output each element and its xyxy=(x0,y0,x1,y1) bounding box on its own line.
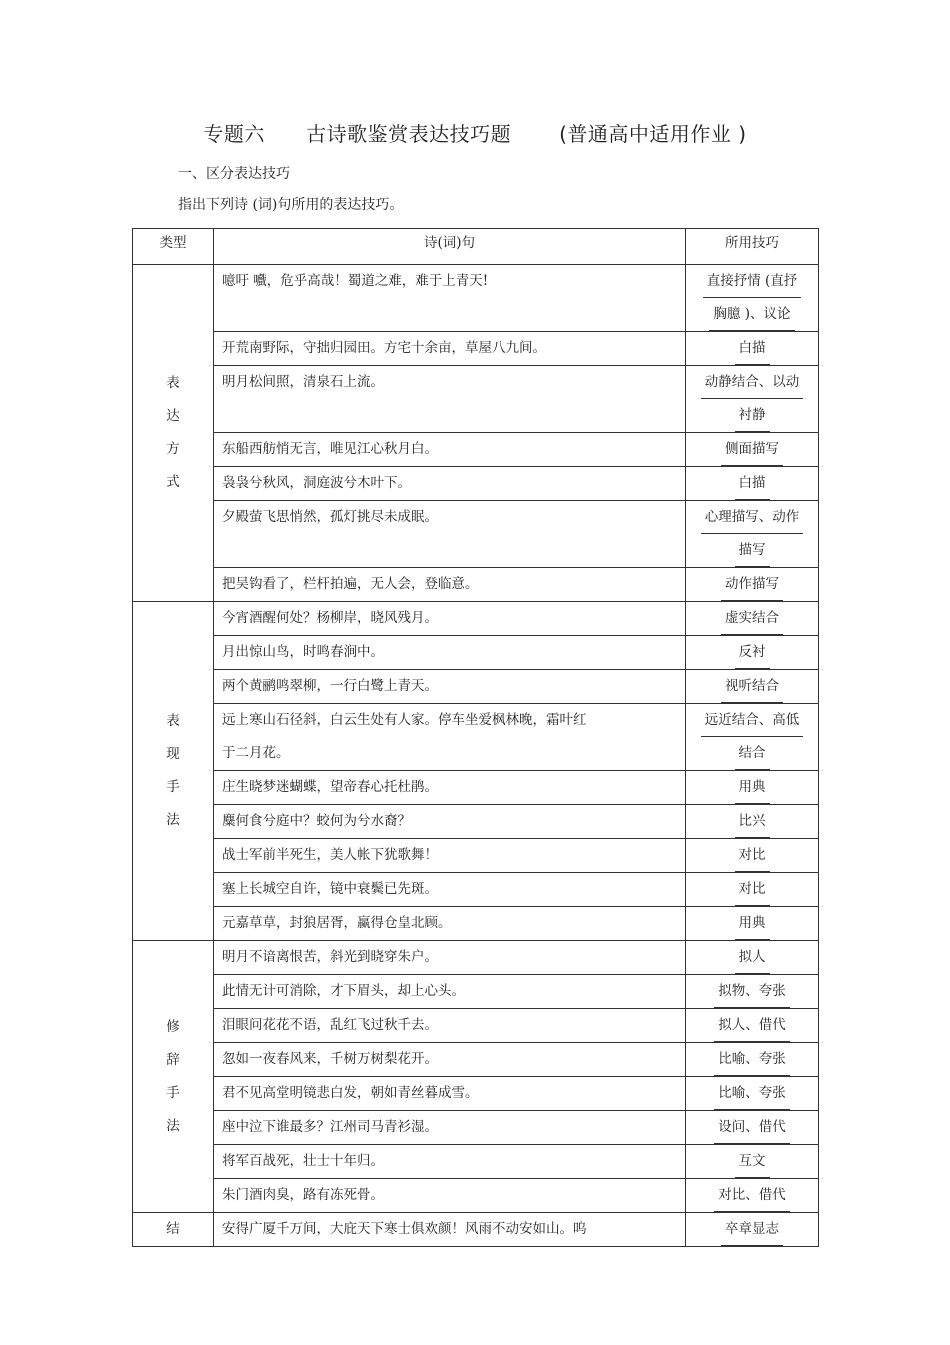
technique-answer: 比喻、夸张 xyxy=(714,1077,790,1110)
technique-cell xyxy=(686,1213,819,1247)
poem-cell xyxy=(214,839,686,873)
technique-answer: 反衬 xyxy=(735,636,770,669)
technique-cell xyxy=(686,839,819,873)
techniques-table xyxy=(132,228,819,1247)
poem-line: 庄生晓梦迷蝴蝶，望帝春心托杜鹃。 xyxy=(222,779,438,795)
technique-cell xyxy=(686,704,819,771)
technique-answer: 用典 xyxy=(735,771,770,804)
table-row xyxy=(133,332,819,366)
category-char: 法 xyxy=(166,812,180,828)
header-type: 类型 xyxy=(133,229,214,265)
technique-answer: 对比 xyxy=(735,839,770,872)
poem-cell xyxy=(214,1179,686,1213)
section-heading: 一、区分表达技巧 xyxy=(178,166,290,182)
technique-answer: 对比、借代 xyxy=(714,1179,790,1212)
category-char: 方 xyxy=(166,441,180,457)
table-row xyxy=(133,1111,819,1145)
instruction-text: 指出下列诗 (词)句所用的表达技巧。 xyxy=(178,197,404,213)
technique-answer: 虚实结合 xyxy=(721,602,783,635)
poem-line: 朱门酒肉臭，路有冻死骨。 xyxy=(222,1187,384,1203)
category-char: 手 xyxy=(166,779,180,795)
technique-cell xyxy=(686,467,819,501)
poem-line: 东船西舫悄无言，唯见江心秋月白。 xyxy=(222,441,438,457)
technique-cell xyxy=(686,805,819,839)
technique-cell xyxy=(686,873,819,907)
table-row xyxy=(133,568,819,602)
technique-cell xyxy=(686,941,819,975)
technique-answer: 动静结合、以动 xyxy=(701,366,804,399)
table-row xyxy=(133,1009,819,1043)
technique-cell xyxy=(686,1179,819,1213)
technique-answer: 远近结合、高低 xyxy=(701,704,804,737)
technique-answer: 拟物、夸张 xyxy=(714,975,790,1008)
poem-cell xyxy=(214,1111,686,1145)
poem-cell xyxy=(214,975,686,1009)
technique-answer: 胸臆 )、议论 xyxy=(709,298,794,331)
category-char: 现 xyxy=(166,746,180,762)
category-char: 式 xyxy=(166,474,180,490)
poem-line: 两个黄鹂鸣翠柳，一行白鹭上青天。 xyxy=(222,678,438,694)
category-cell xyxy=(133,941,214,1213)
technique-answer: 比喻、夸张 xyxy=(714,1043,790,1076)
poem-cell xyxy=(214,636,686,670)
table-row xyxy=(133,265,819,332)
poem-line: 今宵酒醒何处？杨柳岸，晓风残月。 xyxy=(222,610,438,626)
table-row xyxy=(133,636,819,670)
technique-answer: 拟人、借代 xyxy=(714,1009,790,1042)
poem-line: 噫吁 嚱，危乎高哉！蜀道之难，难于上青天! xyxy=(222,273,489,289)
table-row xyxy=(133,873,819,907)
technique-answer: 白描 xyxy=(735,332,770,365)
poem-line: 麋何食兮庭中？蛟何为兮水裔？ xyxy=(222,813,411,829)
category-char: 辞 xyxy=(166,1051,180,1068)
poem-line: 元嘉草草，封狼居胥，赢得仓皇北顾。 xyxy=(222,915,452,931)
table-row xyxy=(133,366,819,433)
poem-line: 战士军前半死生，美人帐下犹歌舞！ xyxy=(222,847,438,863)
technique-cell xyxy=(686,636,819,670)
poem-line: 此情无计可消除，才下眉头，却上心头。 xyxy=(222,983,465,999)
technique-cell xyxy=(686,1009,819,1043)
table-row xyxy=(133,602,819,636)
technique-cell xyxy=(686,265,819,332)
poem-line: 明月不谙离恨苦，斜光到晓穿朱户。 xyxy=(222,949,438,965)
category-char: 结 xyxy=(166,1221,180,1237)
title-part-2: 古诗歌鉴赏表达技巧题 xyxy=(306,122,512,146)
technique-answer: 互文 xyxy=(735,1145,770,1178)
category-cell xyxy=(133,1213,214,1247)
technique-answer: 直接抒情 (直抒 xyxy=(703,265,802,298)
table-row xyxy=(133,704,819,771)
poem-cell xyxy=(214,873,686,907)
technique-cell xyxy=(686,907,819,941)
poem-line: 夕殿萤飞思悄然，孤灯挑尽未成眠。 xyxy=(222,509,438,525)
technique-cell xyxy=(686,602,819,636)
technique-answer: 设问、借代 xyxy=(714,1111,790,1144)
poem-line: 塞上长城空自许，镜中衰鬓已先斑。 xyxy=(222,881,438,897)
table-row xyxy=(133,1213,819,1247)
poem-line: 安得广厦千万间，大庇天下寒士俱欢颜！风雨不动安如山。呜 xyxy=(222,1221,587,1237)
technique-cell xyxy=(686,501,819,568)
category-cell xyxy=(133,265,214,602)
technique-answer: 侧面描写 xyxy=(721,433,783,466)
title-part-1: 专题六 xyxy=(203,122,265,146)
poem-cell xyxy=(214,265,686,332)
title-part-3: (普通高中适用作业 ) xyxy=(559,122,747,146)
table-row xyxy=(133,1077,819,1111)
header-technique: 所用技巧 xyxy=(686,229,819,265)
table-row xyxy=(133,771,819,805)
technique-answer: 心理描写、动作 xyxy=(701,501,804,534)
poem-cell xyxy=(214,467,686,501)
poem-cell xyxy=(214,602,686,636)
table-row xyxy=(133,907,819,941)
poem-cell xyxy=(214,433,686,467)
poem-cell xyxy=(214,1043,686,1077)
category-char: 修 xyxy=(166,1018,180,1035)
table-row xyxy=(133,433,819,467)
poem-cell xyxy=(214,1213,686,1247)
header-poem: 诗(词)句 xyxy=(214,229,686,265)
technique-answer: 视听结合 xyxy=(721,670,783,703)
technique-cell xyxy=(686,1111,819,1145)
poem-cell xyxy=(214,332,686,366)
poem-cell xyxy=(214,1077,686,1111)
table-row xyxy=(133,1043,819,1077)
table-row xyxy=(133,501,819,568)
poem-cell xyxy=(214,1145,686,1179)
table-row xyxy=(133,1179,819,1213)
category-char: 法 xyxy=(166,1117,180,1134)
technique-cell xyxy=(686,433,819,467)
technique-cell xyxy=(686,366,819,433)
category-char: 达 xyxy=(166,408,180,424)
category-cell xyxy=(133,602,214,941)
technique-cell xyxy=(686,1145,819,1179)
table-row xyxy=(133,839,819,873)
table-row xyxy=(133,670,819,704)
poem-cell xyxy=(214,1009,686,1043)
technique-cell xyxy=(686,1043,819,1077)
technique-answer: 衬静 xyxy=(735,399,770,432)
poem-line: 远上寒山石径斜，白云生处有人家。停车坐爱枫林晚，霜叶红 xyxy=(222,712,587,728)
technique-cell xyxy=(686,568,819,602)
poem-line: 把吴钩看了，栏杆拍遍，无人会，登临意。 xyxy=(222,576,479,592)
poem-cell xyxy=(214,941,686,975)
technique-cell xyxy=(686,1077,819,1111)
poem-line: 忽如一夜春风来，千树万树梨花开。 xyxy=(222,1051,438,1067)
technique-answer: 用典 xyxy=(735,907,770,940)
technique-cell xyxy=(686,975,819,1009)
poem-cell xyxy=(214,771,686,805)
technique-cell xyxy=(686,332,819,366)
poem-line: 明月松间照，清泉石上流。 xyxy=(222,374,384,390)
table-row xyxy=(133,1145,819,1179)
technique-answer: 拟人 xyxy=(735,941,770,974)
poem-line: 座中泣下谁最多？江州司马青衫湿。 xyxy=(222,1119,438,1135)
technique-answer: 比兴 xyxy=(735,805,770,838)
poem-cell xyxy=(214,568,686,602)
table-row xyxy=(133,941,819,975)
poem-cell xyxy=(214,805,686,839)
poem-cell xyxy=(214,670,686,704)
technique-answer: 描写 xyxy=(735,534,770,567)
table-header-row xyxy=(133,229,819,265)
technique-answer: 白描 xyxy=(735,467,770,500)
poem-line: 开荒南野际，守拙归园田。方宅十余亩，草屋八九间。 xyxy=(222,340,546,356)
technique-answer: 结合 xyxy=(735,737,770,770)
poem-cell xyxy=(214,704,686,771)
technique-cell xyxy=(686,670,819,704)
table-body xyxy=(133,265,819,1247)
poem-cell xyxy=(214,501,686,568)
table-row xyxy=(133,467,819,501)
category-char: 表 xyxy=(166,713,180,729)
table-row xyxy=(133,805,819,839)
poem-line: 君不见高堂明镜悲白发，朝如青丝暮成雪。 xyxy=(222,1085,479,1101)
category-char: 手 xyxy=(166,1084,180,1101)
poem-line: 袅袅兮秋风，洞庭波兮木叶下。 xyxy=(222,475,411,491)
poem-line: 月出惊山鸟，时鸣春涧中。 xyxy=(222,644,384,660)
technique-answer: 动作描写 xyxy=(721,568,783,601)
page-title xyxy=(0,118,950,147)
table-row xyxy=(133,975,819,1009)
poem-line: 于二月花。 xyxy=(222,745,290,761)
poem-cell xyxy=(214,907,686,941)
technique-answer: 对比 xyxy=(735,873,770,906)
technique-cell xyxy=(686,771,819,805)
category-char: 表 xyxy=(166,375,180,391)
poem-line: 将军百战死，壮士十年归。 xyxy=(222,1153,384,1169)
poem-line: 泪眼问花花不语，乱红飞过秋千去。 xyxy=(222,1017,438,1033)
technique-answer: 卒章显志 xyxy=(721,1213,783,1246)
poem-cell xyxy=(214,366,686,433)
